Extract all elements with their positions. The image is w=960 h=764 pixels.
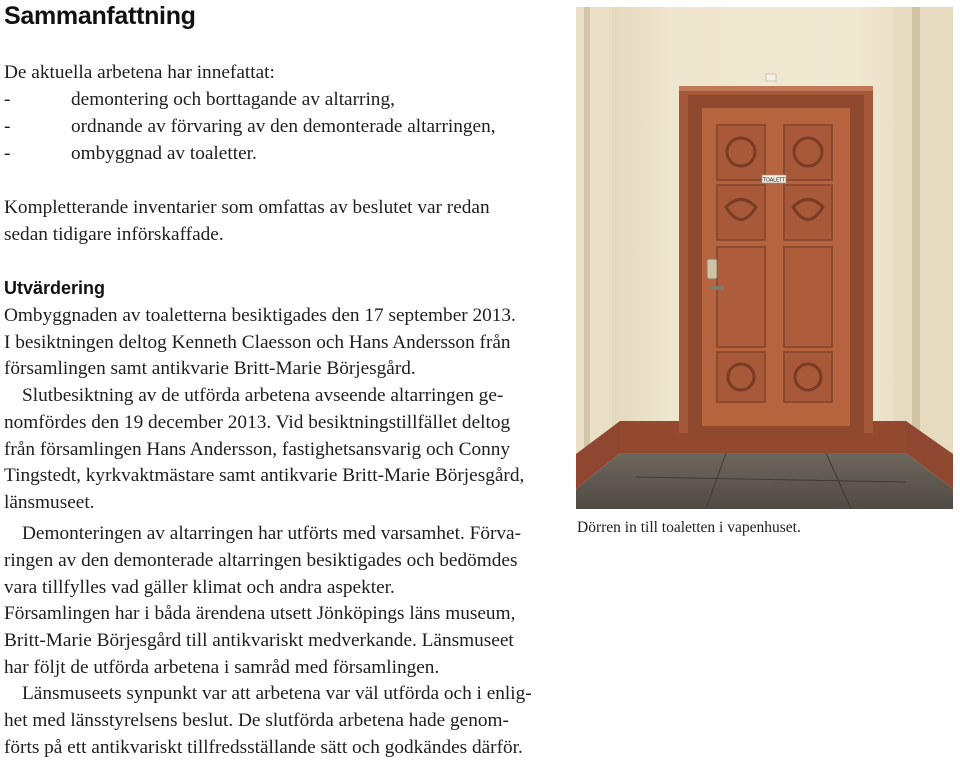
door-photo: [576, 7, 953, 509]
paragraph-line: Länsmuseets synpunkt var att arbetena var väl utförda och i enlig-: [22, 683, 532, 704]
bullet-marker: -: [4, 143, 11, 164]
paragraph-line: Kompletterande inventarier som omfattas av beslutet var redan: [4, 197, 490, 218]
paragraph-line: har följt de utförda arbetena i samråd med församlingen.: [4, 657, 440, 678]
list-item: ombyggnad av toaletter.: [71, 143, 257, 164]
paragraph-line: vara tillfylles vad gäller klimat och andra aspekter.: [4, 577, 395, 598]
floor: [576, 453, 953, 509]
bullet-marker: -: [4, 116, 11, 137]
paragraph-line: I besiktningen deltog Kenneth Claesson och Hans Andersson från: [4, 332, 511, 353]
paragraph-line: länsmuseet.: [4, 492, 95, 513]
door-sign-text: TOALETT: [762, 177, 786, 184]
photo-caption: Dörren in till toaletten i vapenhuset.: [577, 519, 801, 536]
list-item: demontering och borttagande av altarring,: [71, 89, 395, 110]
door-sign: [762, 175, 786, 184]
paragraph-line: församlingen samt antikvarie Britt-Marie Börjesgård.: [4, 358, 416, 379]
paragraph-line: sedan tidigare införskaffade.: [4, 224, 224, 245]
paragraph-line: förts på ett antikvariskt tillfredsställande sätt och godkändes därför.: [4, 737, 523, 758]
section-heading: Utvärdering: [4, 278, 106, 298]
paragraph-line: nomfördes den 19 december 2013. Vid besiktningstillfället deltog: [4, 412, 511, 433]
paragraph-line: Slutbesiktning av de utförda arbetena avseende altarringen ge-: [22, 385, 504, 406]
intro-text: De aktuella arbetena har innefattat:: [4, 62, 275, 83]
paragraph-line: het med länsstyrelsens beslut. De slutförda arbetena hade genom-: [4, 710, 509, 731]
door: [702, 108, 850, 426]
paragraph-line: Demonteringen av altarringen har utförts med varsamhet. Förva-: [22, 523, 521, 544]
paragraph-line: Församlingen har i båda ärendena utsett Jönköpings läns museum,: [4, 603, 516, 624]
paragraph-line: från församlingen Hans Andersson, fastighetsansvarig och Conny: [4, 439, 511, 460]
bullet-marker: -: [4, 89, 11, 110]
paragraph-line: Britt-Marie Börjesgård till antikvariskt medverkande. Länsmuseet: [4, 630, 514, 651]
paragraph-line: Ombyggnaden av toaletterna besiktigades den 17 september 2013.: [4, 305, 516, 326]
page-title: Sammanfattning: [4, 2, 196, 30]
paragraph-line: Tingstedt, kyrkvaktmästare samt antikvarie Britt-Marie Börjesgård,: [4, 465, 525, 486]
list-item: ordnande av förvaring av den demonterade altarringen,: [71, 116, 496, 137]
paragraph-line: ringen av den demonterade altarringen besiktigades och bedömdes: [4, 550, 518, 571]
light-switch: [766, 74, 776, 81]
